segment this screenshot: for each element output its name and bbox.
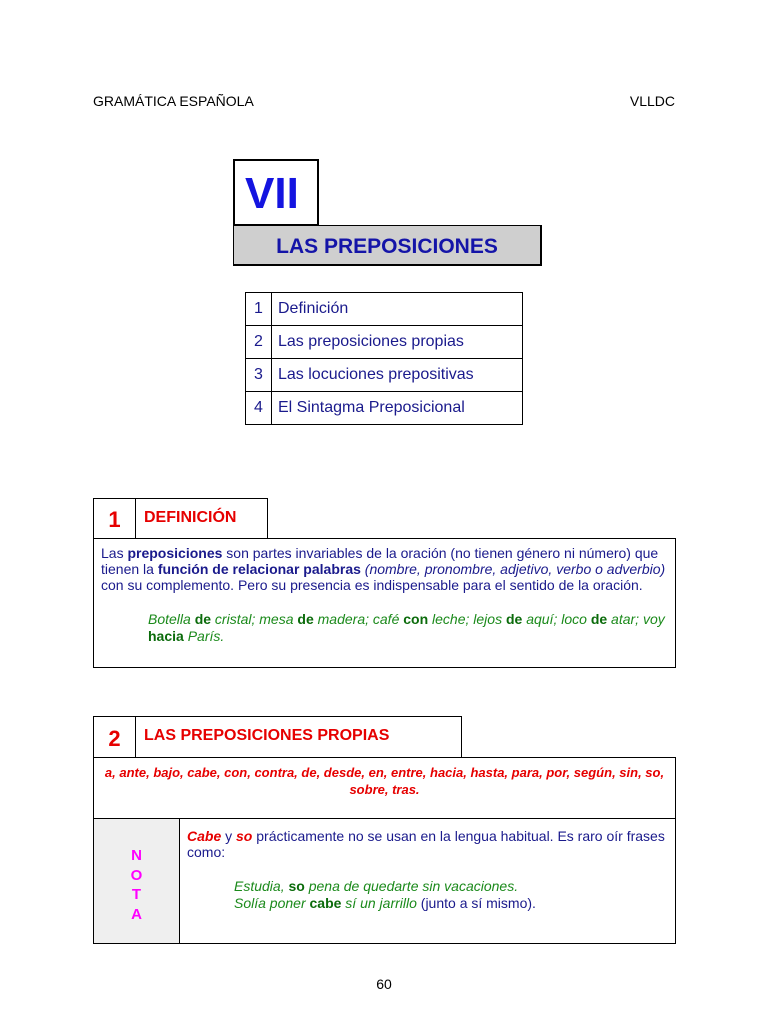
example-preposition: de xyxy=(505,611,523,627)
highlighted-word: Cabe xyxy=(187,828,222,844)
toc-row xyxy=(246,392,523,425)
text-span: son partes invariables de la oración (no tienen género ni número) que tienen la xyxy=(101,545,659,577)
nota-example-line xyxy=(234,878,668,895)
example-text: Estudia, xyxy=(234,878,289,894)
nota-letter: A xyxy=(131,905,142,923)
definition-text xyxy=(94,539,675,593)
toc-row xyxy=(246,326,523,359)
text-span: con su complemento. Pero su presencia es indispensable para el sentido de la oración. xyxy=(101,577,643,593)
definition-box xyxy=(93,538,676,668)
nota-content xyxy=(179,818,676,944)
toc-number: 1 xyxy=(246,293,272,326)
prepositions-list: a, ante, bajo, cabe, con, contra, de, desde, en, entre, hacia, hasta, para, por, según, sin, so, sobre, tras. xyxy=(104,765,665,797)
example-text: Solía poner xyxy=(234,895,310,911)
example-text: pena de quedarte sin vacaciones. xyxy=(304,878,519,894)
nota-letter: N xyxy=(131,847,142,864)
toc-number: 3 xyxy=(246,359,272,392)
section-1-title: DEFINICIÓN xyxy=(135,498,268,539)
table-of-contents xyxy=(245,292,523,425)
page-number: 60 xyxy=(376,976,392,992)
example-preposition: cabe xyxy=(309,895,342,911)
document-header-author: VLLDC xyxy=(629,93,675,109)
example-text: leche; lejos xyxy=(428,611,506,627)
example-text: atar; voy xyxy=(607,611,665,627)
section-2-title: LAS PREPOSICIONES PROPIAS xyxy=(135,716,462,758)
example-preposition: con xyxy=(403,611,429,627)
toc-number: 4 xyxy=(246,392,272,425)
toc-label: Las locuciones prepositivas xyxy=(272,359,523,392)
document-header-title: GRAMÁTICA ESPAÑOLA xyxy=(93,93,254,109)
example-preposition: de xyxy=(590,611,608,627)
section-2-number: 2 xyxy=(93,716,136,758)
example-preposition: de xyxy=(194,611,212,627)
bold-term: función de relacionar palabras xyxy=(157,561,361,577)
prepositions-list-box xyxy=(93,757,676,819)
example-gloss: (junto a sí mismo). xyxy=(416,895,536,911)
text-span: prácticamente no se usan en la lengua habitual. Es raro oír frases como: xyxy=(187,828,665,860)
section-1-number: 1 xyxy=(93,498,136,539)
nota-letter: T xyxy=(131,886,142,903)
toc-row xyxy=(246,359,523,392)
text-span: Las xyxy=(101,545,128,561)
text-span: y xyxy=(221,828,237,844)
chapter-title: LAS PREPOSICIONES xyxy=(233,225,542,266)
example-text: París. xyxy=(183,628,225,644)
chapter-number: VII xyxy=(233,159,319,226)
example-text: madera; café xyxy=(313,611,404,627)
toc-number: 2 xyxy=(246,326,272,359)
toc-label: Definición xyxy=(272,293,523,326)
example-text: cristal; mesa xyxy=(211,611,298,627)
nota-label xyxy=(93,818,180,944)
highlighted-word: so xyxy=(236,828,253,844)
definition-examples xyxy=(94,593,675,645)
italic-note: (nombre, pronombre, adjetivo, verbo o adverbio) xyxy=(360,561,666,577)
toc-label: El Sintagma Preposicional xyxy=(272,392,523,425)
nota-letter: O xyxy=(130,866,143,884)
example-text: aquí; loco xyxy=(522,611,591,627)
toc-row xyxy=(246,293,523,326)
bold-term: preposiciones xyxy=(127,545,223,561)
nota-text xyxy=(187,828,668,860)
nota-examples xyxy=(187,860,668,912)
example-text: Botella xyxy=(148,611,195,627)
toc-label: Las preposiciones propias xyxy=(272,326,523,359)
example-preposition: de xyxy=(297,611,314,627)
example-preposition: hacia xyxy=(148,628,184,644)
example-text: sí un jarrillo xyxy=(341,895,417,911)
nota-example-line xyxy=(234,895,668,912)
example-preposition: so xyxy=(288,878,305,894)
